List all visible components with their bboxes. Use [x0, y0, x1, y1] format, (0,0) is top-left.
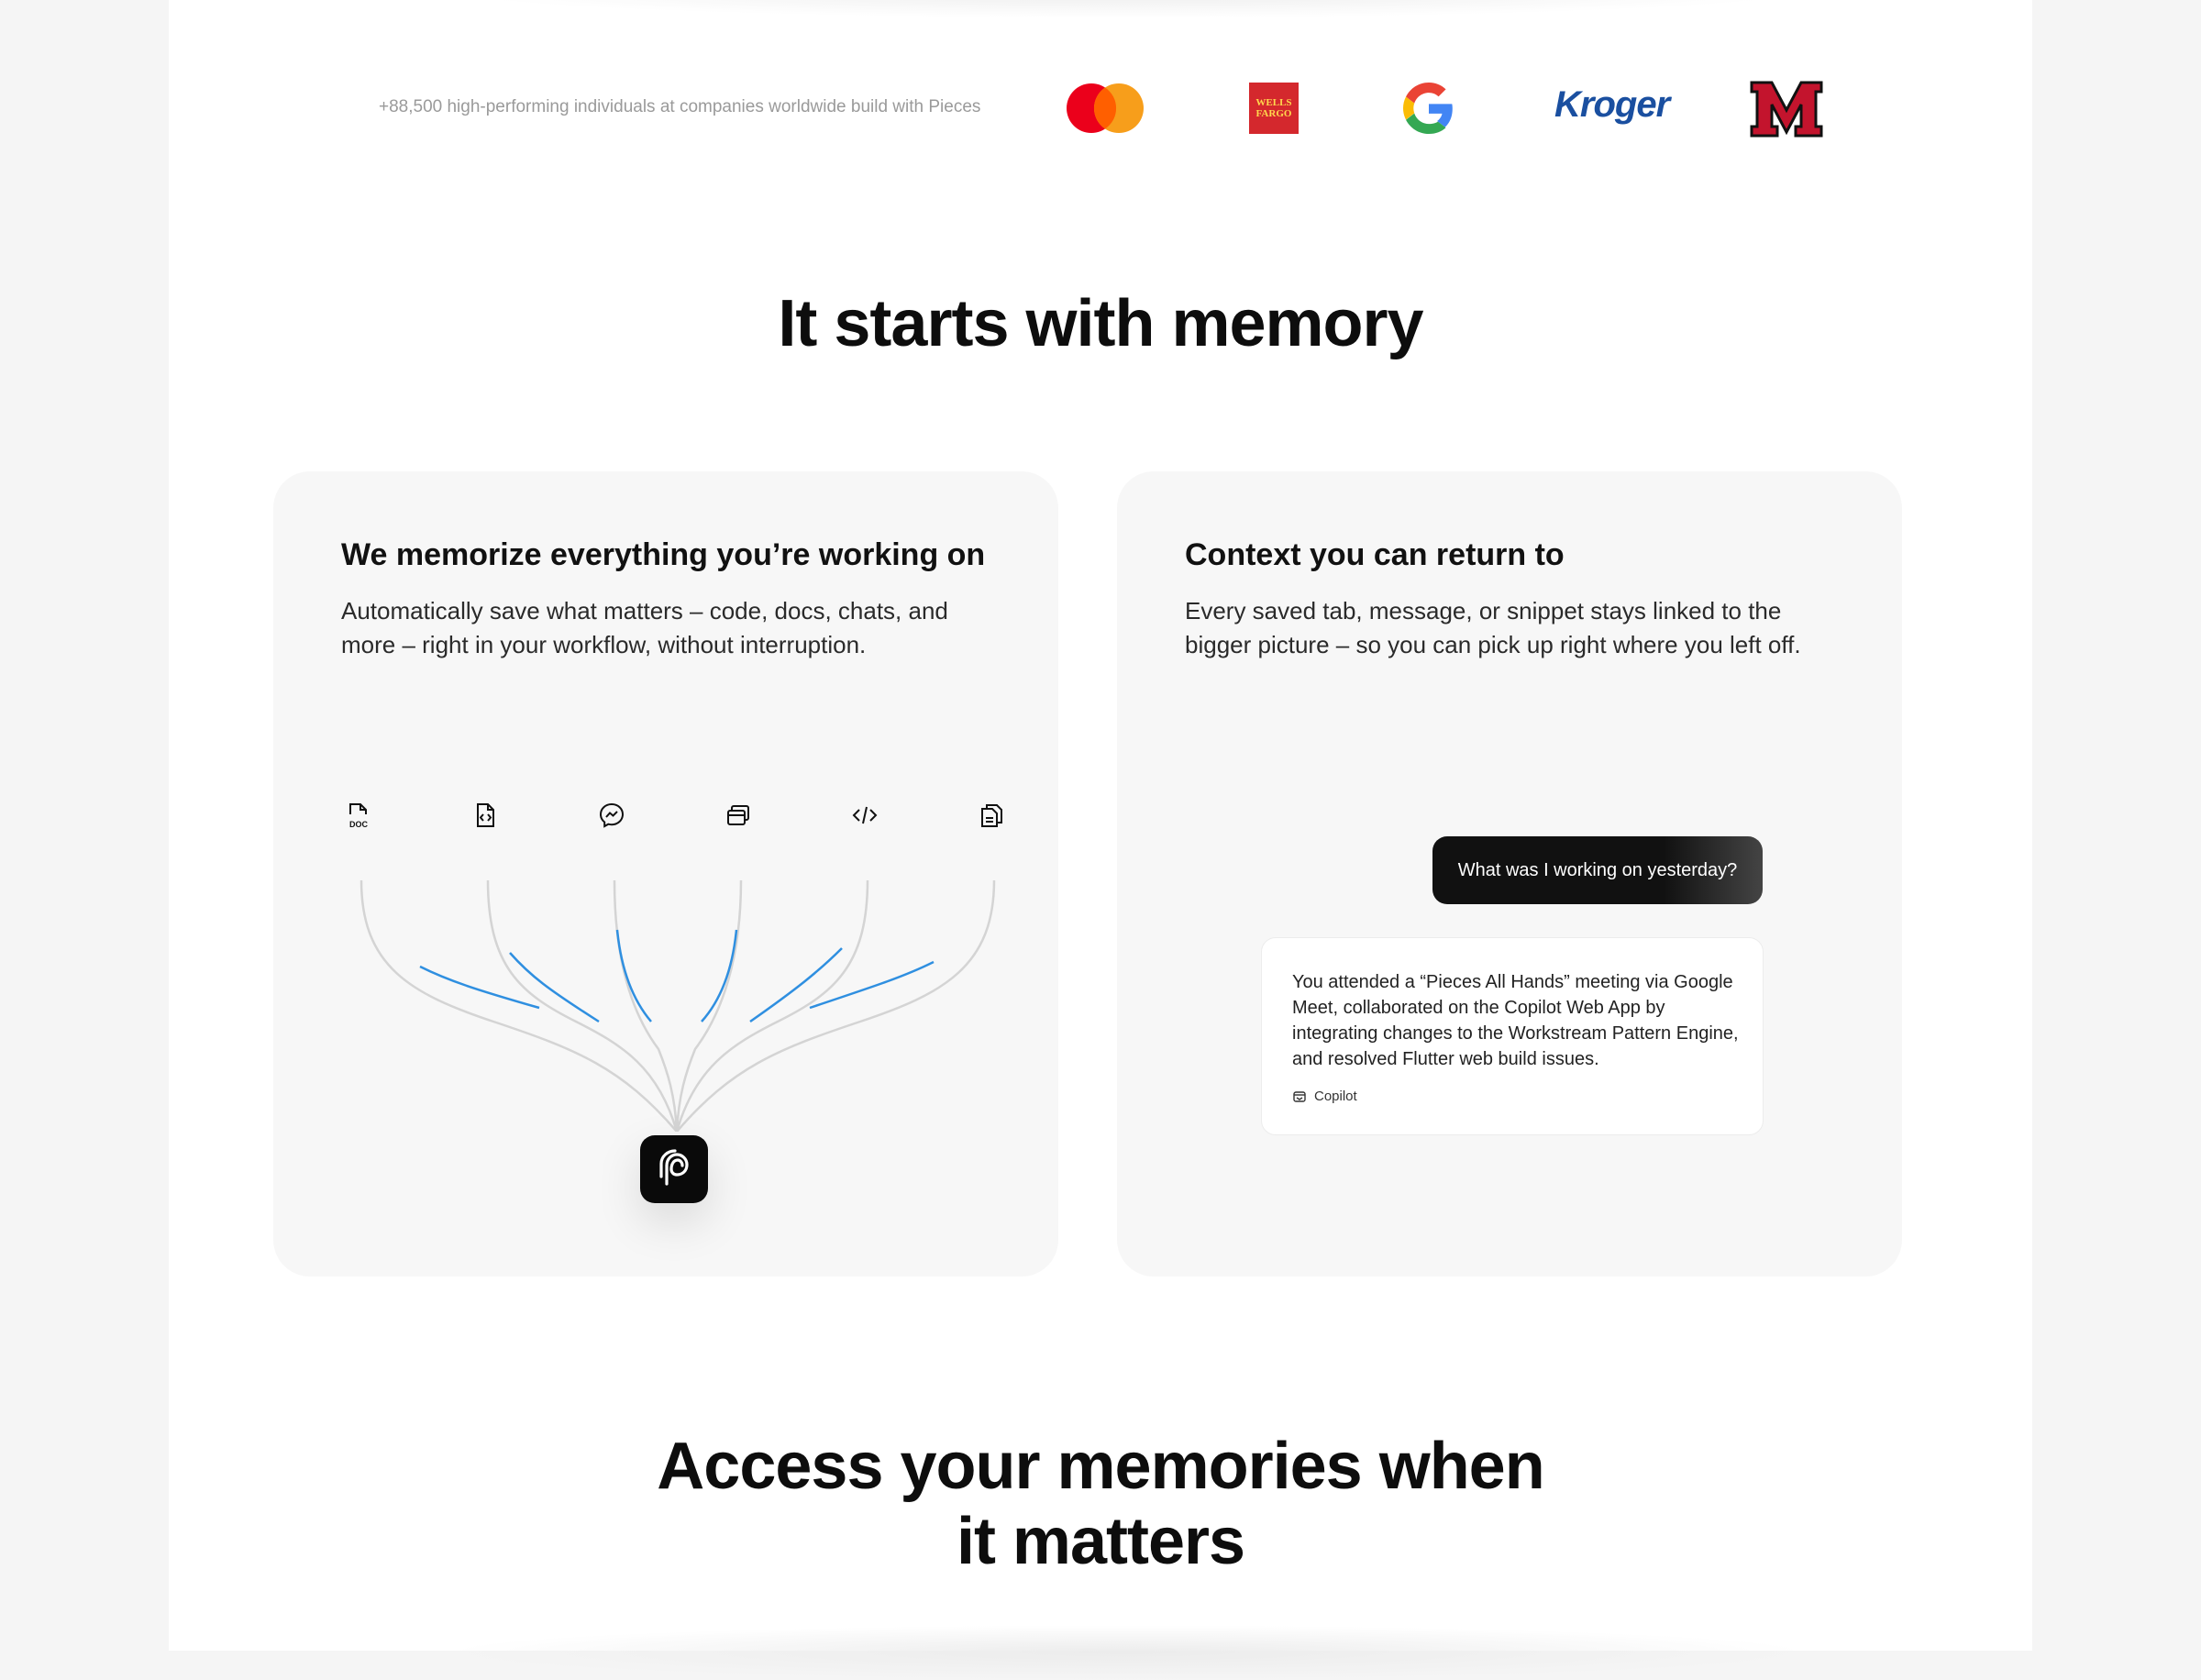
copilot-label: Copilot: [1314, 1089, 1357, 1104]
code-file-icon: [471, 801, 499, 829]
source-icons-row: [273, 801, 1058, 838]
pieces-app-icon[interactable]: [640, 1135, 708, 1203]
wells-fargo-logo: [1249, 83, 1299, 134]
top-glow: [440, 0, 1816, 18]
doc-file-icon: [345, 801, 372, 829]
user-question-bubble: What was I working on yesterday?: [1432, 836, 1763, 904]
memorize-card: [273, 471, 1058, 1277]
doc-icon-label: DOC: [349, 820, 368, 829]
google-logo: [1403, 83, 1454, 134]
access-heading-line2: it matters: [956, 1505, 1245, 1578]
copilot-icon: [1292, 1089, 1307, 1104]
wells-fargo-line1: WELLS: [1255, 97, 1292, 108]
copilot-answer-card: [1261, 937, 1764, 1135]
copy-document-icon: [978, 801, 1005, 829]
wells-fargo-line2: FARGO: [1255, 108, 1292, 119]
copilot-source: [1292, 1089, 1357, 1104]
mastercard-logo: [1066, 83, 1145, 134]
section-heading-memory: It starts with memory: [778, 287, 1423, 360]
messenger-icon: [598, 801, 625, 829]
code-brackets-icon: [851, 801, 879, 829]
trusted-by-text: +88,500 high-performing individuals at companies worldwide build with Pieces: [379, 97, 981, 116]
context-card-title: Context you can return to: [1185, 537, 1565, 572]
memorize-card-description: Automatically save what matters – code, docs, chats, and more – right in your workflow, without interruption.: [341, 597, 948, 658]
miami-university-logo: [1750, 79, 1823, 139]
bottom-glow: [440, 1625, 1816, 1680]
memorize-card-title: We memorize everything you’re working on: [341, 537, 986, 572]
context-card-description: Every saved tab, message, or snippet stays linked to the bigger picture – so you can pick up right where you left off.: [1185, 597, 1801, 658]
section-heading-access: [0, 1429, 2201, 1579]
browser-tabs-icon: [724, 801, 752, 829]
kroger-logo: Kroger: [1554, 84, 1670, 125]
context-card: [1117, 471, 1902, 1277]
memory-connection-lines: [273, 857, 1058, 1132]
access-heading-line1: Access your memories when: [657, 1430, 1544, 1503]
copilot-answer-text: You attended a “Pieces All Hands” meeting via Google Meet, collaborated on the Copilot Web App by integrating changes to the Workstream Pattern Engine, and resolved Flutter web build issues.: [1292, 972, 1739, 1069]
